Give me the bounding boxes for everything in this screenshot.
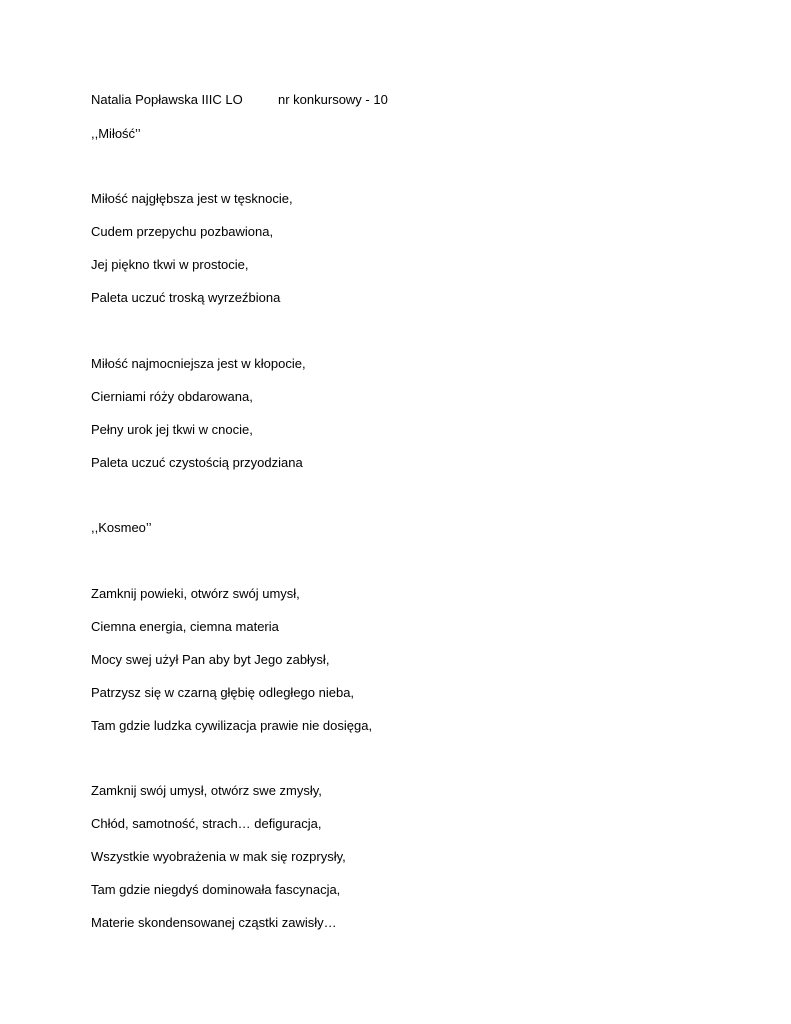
poem-line: Miłość najgłębsza jest w tęsknocie, <box>91 191 293 206</box>
poem-line: Materie skondensowanej cząstki zawisły… <box>91 915 337 930</box>
poem-title-milosc: ,,Miłość’’ <box>91 126 141 141</box>
poem-line: Zamknij powieki, otwórz swój umysł, <box>91 586 300 601</box>
poem-line: Cierniami róży obdarowana, <box>91 389 253 404</box>
contest-number: nr konkursowy - 10 <box>278 92 388 107</box>
poem-line: Patrzysz się w czarną głębię odległego nieba, <box>91 685 355 700</box>
poem-line: Zamknij swój umysł, otwórz swe zmysły, <box>91 783 322 798</box>
poem-line: Jej piękno tkwi w prostocie, <box>91 257 249 272</box>
poem-line: Chłód, samotność, strach… defiguracja, <box>91 816 322 831</box>
poem-line: Tam gdzie ludzka cywilizacja prawie nie dosięga, <box>91 718 373 733</box>
author-line: Natalia Popławska IIIC LO <box>91 92 243 107</box>
poem-line: Cudem przepychu pozbawiona, <box>91 224 274 239</box>
poem-line: Paleta uczuć czystością przyodziana <box>91 455 303 470</box>
poem-line: Paleta uczuć troską wyrzeźbiona <box>91 290 281 305</box>
poem-line: Ciemna energia, ciemna materia <box>91 619 279 634</box>
poem-line: Wszystkie wyobrażenia w mak się rozprysły, <box>91 849 346 864</box>
poem-line: Miłość najmocniejsza jest w kłopocie, <box>91 356 306 371</box>
poem-line: Tam gdzie niegdyś dominowała fascynacja, <box>91 882 341 897</box>
poem-line: Pełny urok jej tkwi w cnocie, <box>91 422 253 437</box>
poem-title-kosmeo: ,,Kosmeo’’ <box>91 520 152 535</box>
poem-line: Mocy swej użył Pan aby byt Jego zabłysł, <box>91 652 330 667</box>
